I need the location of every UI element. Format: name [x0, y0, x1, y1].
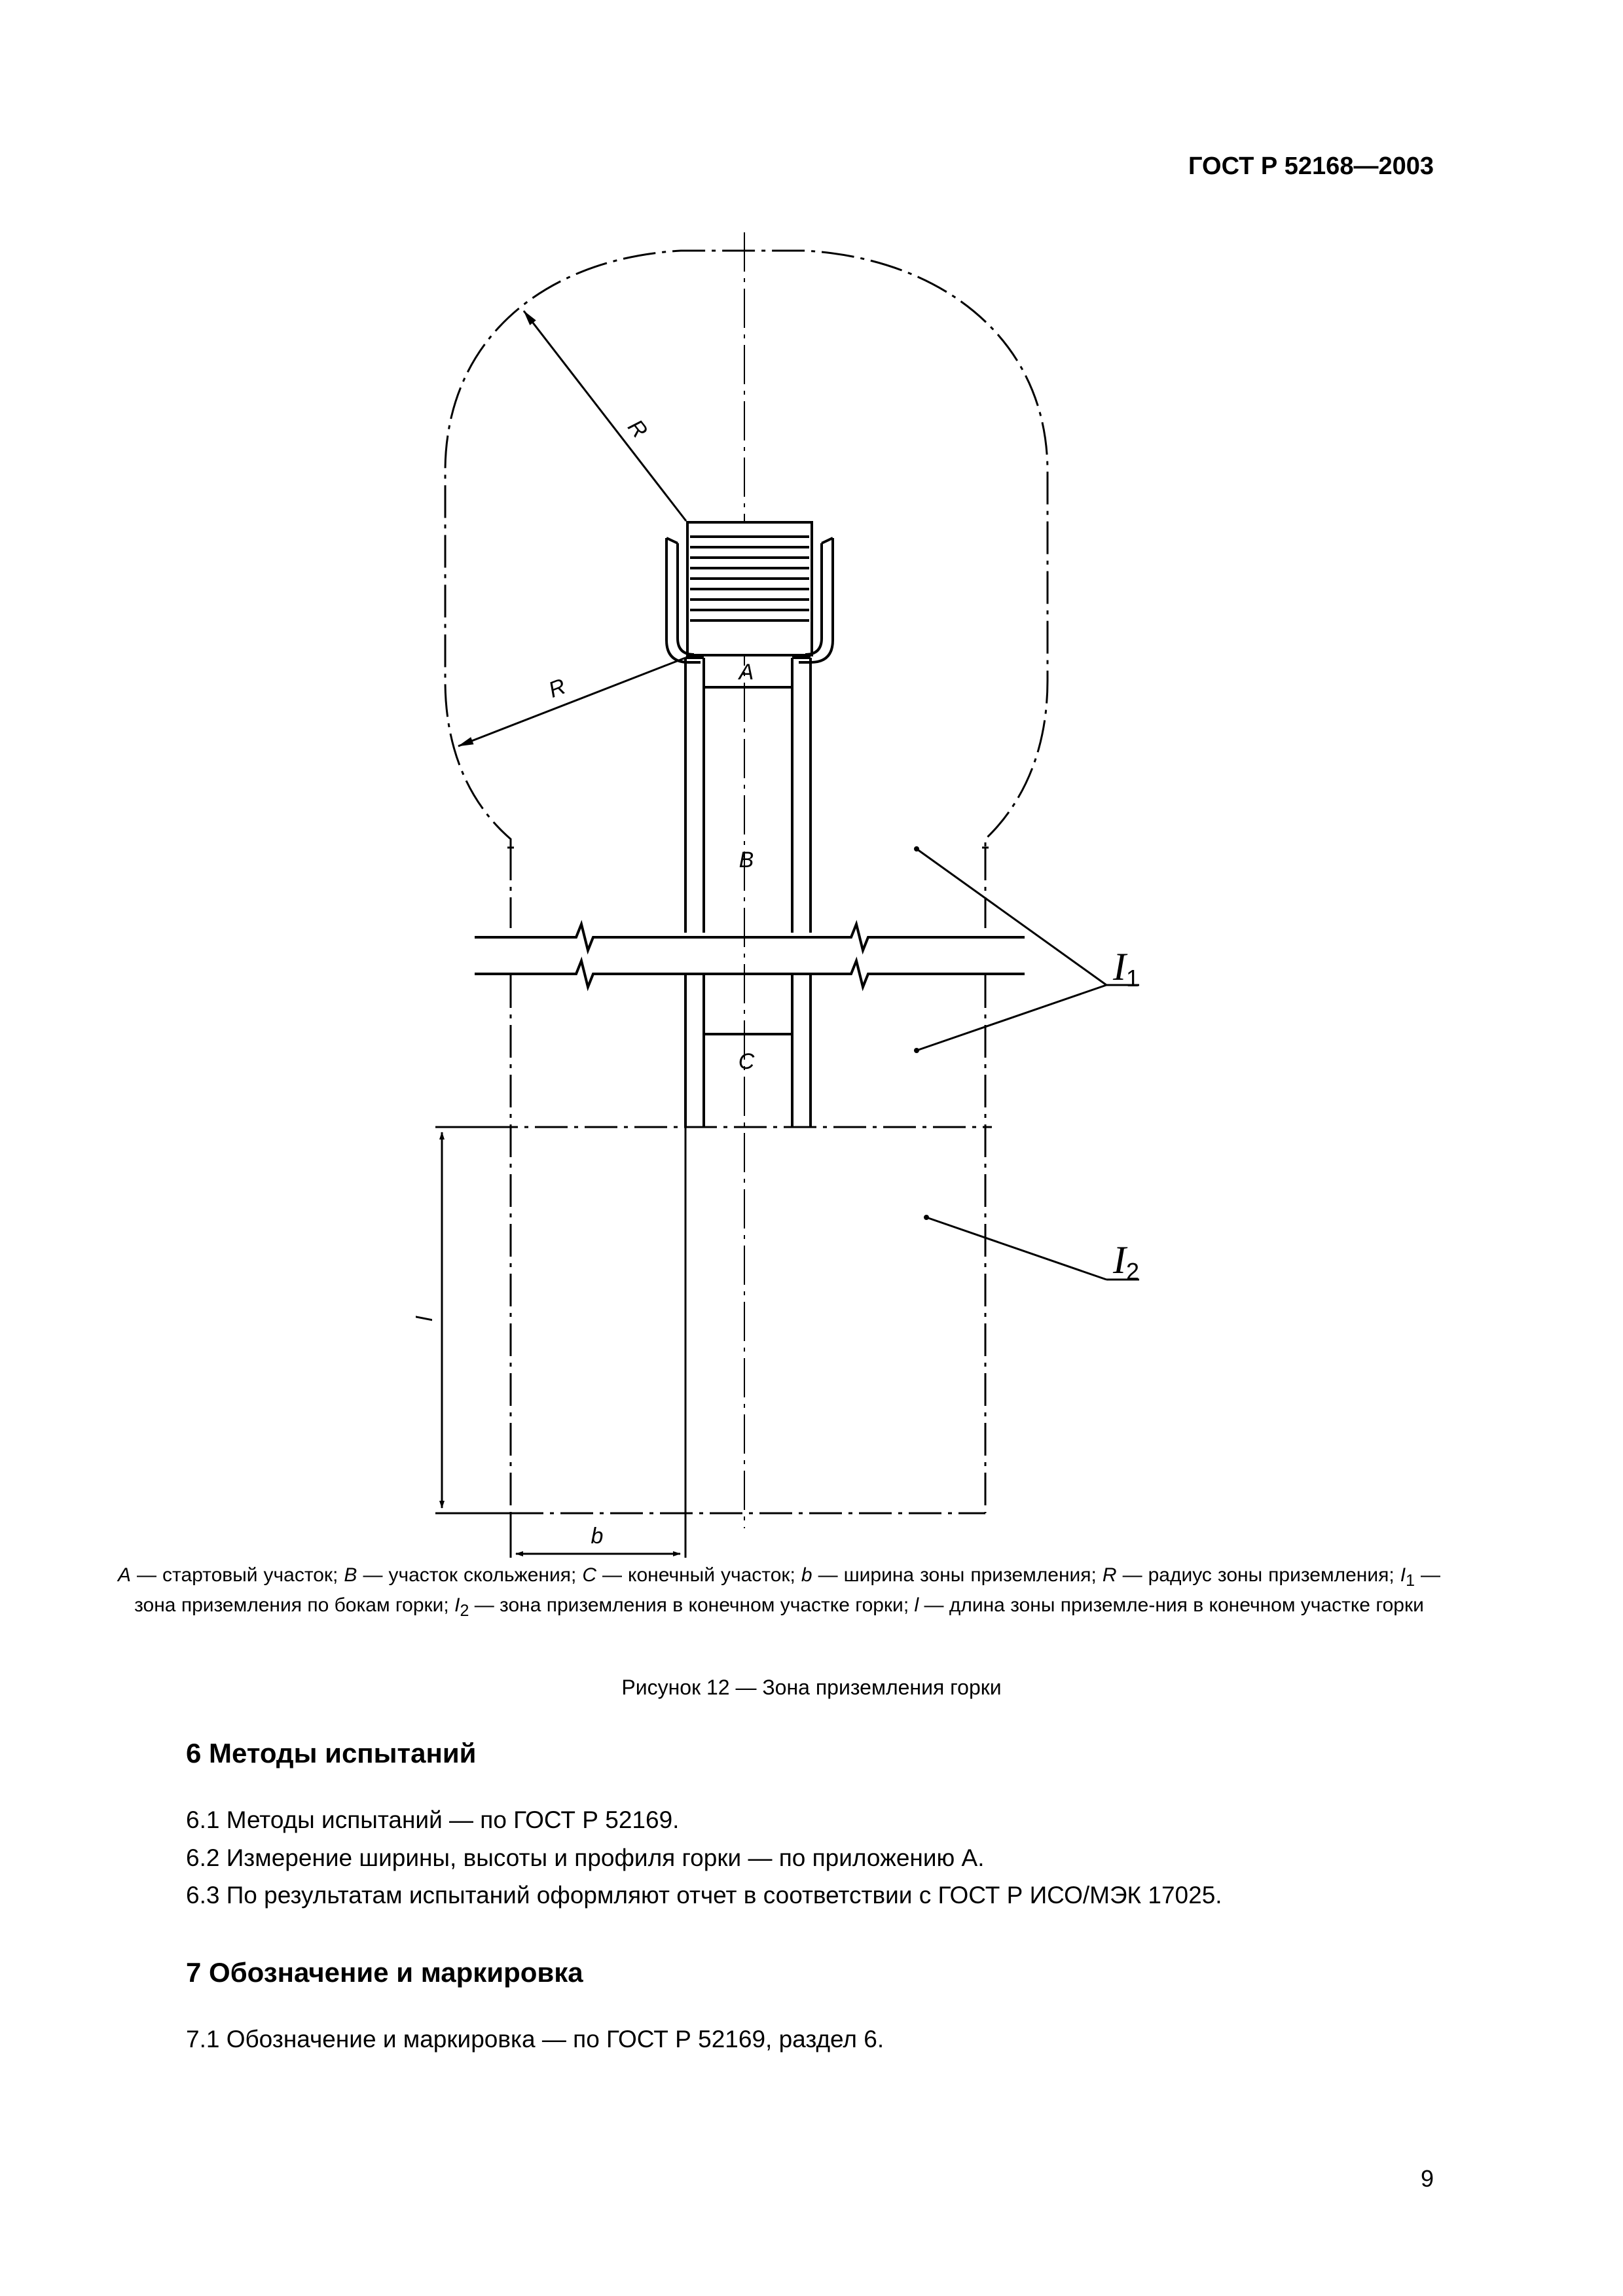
label-R-top: R [623, 414, 653, 443]
break-lines [475, 924, 1025, 987]
section-7-heading: 7 Обозначение и маркировка [186, 1957, 583, 1988]
paragraph-6-2: 6.2 Измерение ширины, высоты и профиля горки — по приложению А. [186, 1844, 985, 1871]
label-I1: I1 [1113, 945, 1140, 992]
label-I2: I2 [1113, 1238, 1140, 1285]
paragraph-7-1: 7.1 Обозначение и маркировка — по ГОСТ Р 52169, раздел 6. [186, 2026, 884, 2053]
dimension-b [511, 1127, 685, 1558]
leader-lines [917, 849, 1139, 1280]
dimension-l [435, 1127, 511, 1513]
figure-legend: A — стартовый участок; B — участок скольжения; C — конечный участок; b — ширина зоны приземления; R — радиус зоны приземления; $I_1$ — зона приземления по бокам горки; $I_2$ — зона приземления в конечном участке горки; l — длина зоны приземле-ния в конечном участке горки [118, 1564, 1440, 1620]
label-C: C [738, 1049, 755, 1074]
paragraph-6-3: 6.3 По результатам испытаний оформляют отчет в соответствии с ГОСТ Р ИСО/МЭК 17025. [186, 1882, 1222, 1909]
label-l: l [412, 1316, 437, 1321]
paragraph-6-1: 6.1 Методы испытаний — по ГОСТ Р 52169. [186, 1806, 680, 1833]
label-b: b [591, 1524, 604, 1549]
label-A: A [739, 660, 754, 685]
radius-line-top [524, 311, 686, 521]
landing-zone-outline [435, 251, 1048, 1513]
section-6-heading: 6 Методы испытаний [186, 1738, 477, 1768]
document-code: ГОСТ Р 52168—2003 [1188, 152, 1434, 180]
label-B: B [739, 848, 754, 872]
label-R-side: R [545, 673, 570, 703]
radius-line-side [458, 658, 685, 746]
slide-drawing [666, 522, 833, 1127]
page-number: 9 [1420, 2165, 1434, 2192]
figure-title: Рисунок 12 — Зона приземления горки [621, 1676, 1002, 1699]
